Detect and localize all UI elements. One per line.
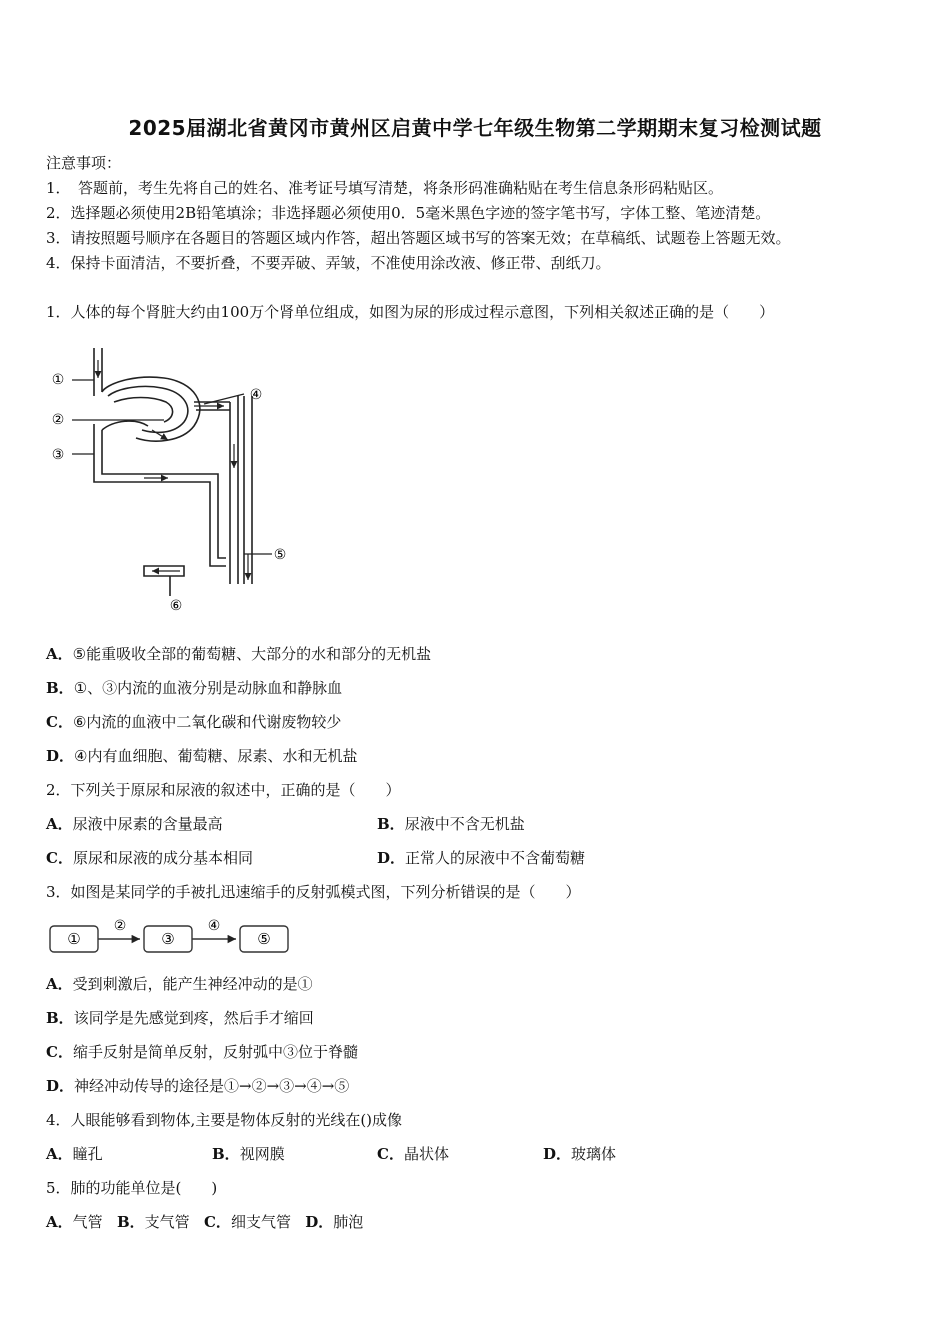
nephron-diagram xyxy=(44,344,304,622)
q4-option-b[interactable]: B．视网膜 xyxy=(212,1145,285,1163)
notice-item: 3．请按照题号顺序在各题目的答题区域内作答，超出答题区域书写的答案无效；在草稿纸、试题卷上答题无效。 xyxy=(46,229,791,247)
notice-item: 2．选择题必须使用2B铅笔填涂；非选择题必须使用0．5毫米黑色字迹的签字笔书写，字体工整、笔迹清楚。 xyxy=(46,204,771,222)
q3-stem: 3．如图是某同学的手被扎迅速缩手的反射弧模式图，下列分析错误的是（ ） xyxy=(46,883,581,901)
reflex-label-4: ④ xyxy=(207,918,221,934)
q4-option-c[interactable]: C．晶状体 xyxy=(377,1145,449,1163)
diagram-label-4: ④ xyxy=(249,387,263,403)
q2-option-a[interactable]: A．尿液中尿素的含量最高 xyxy=(46,815,223,833)
reflex-label-1: ① xyxy=(67,930,81,948)
q5-option-a[interactable]: A．气管 xyxy=(46,1213,103,1231)
q2-option-d[interactable]: D．正常人的尿液中不含葡萄糖 xyxy=(377,849,586,867)
diagram-label-5: ⑤ xyxy=(273,547,287,563)
reflex-arc-diagram xyxy=(48,914,294,956)
q3-option-b[interactable]: B．该同学是先感觉到疼，然后手才缩回 xyxy=(46,1009,314,1027)
page-title: 2025届湖北省黄冈市黄州区启黄中学七年级生物第二学期期末复习检测试题 xyxy=(128,116,822,140)
q4-stem: 4．人眼能够看到物体,主要是物体反射的光线在()成像 xyxy=(46,1111,403,1129)
notice-item: 1． 答题前，考生先将自己的姓名、准考证号填写清楚，将条形码准确粘贴在考生信息条形码粘贴区。 xyxy=(46,179,724,197)
q1-stem: 1．人体的每个肾脏大约由100万个肾单位组成，如图为尿的形成过程示意图，下列相关叙述正确的是（ ） xyxy=(46,303,775,321)
notice-item: 4．保持卡面清洁，不要折叠，不要弄破、弄皱，不准使用涂改液、修正带、刮纸刀。 xyxy=(46,254,611,272)
q5-options-row xyxy=(46,1211,363,1232)
q4-option-d[interactable]: D．玻璃体 xyxy=(543,1145,617,1163)
q2-option-c[interactable]: C．原尿和尿液的成分基本相同 xyxy=(46,849,253,867)
q1-option-c[interactable]: C．⑥内流的血液中二氧化碳和代谢废物较少 xyxy=(46,713,342,731)
diagram-label-2: ② xyxy=(51,412,65,428)
q5-option-d[interactable]: D．肺泡 xyxy=(305,1213,364,1231)
reflex-label-2: ② xyxy=(113,918,127,934)
q2-stem: 2．下列关于原尿和尿液的叙述中，正确的是（ ） xyxy=(46,781,401,799)
q1-option-a[interactable]: A．⑤能重吸收全部的葡萄糖、大部分的水和部分的无机盐 xyxy=(46,645,432,663)
q4-option-a[interactable]: A．瞳孔 xyxy=(46,1145,103,1163)
reflex-label-3: ③ xyxy=(161,930,175,948)
diagram-label-3: ③ xyxy=(51,447,65,463)
diagram-label-1: ① xyxy=(51,372,65,388)
q5-option-c[interactable]: C．细支气管 xyxy=(203,1213,291,1231)
q1-option-d[interactable]: D．④内有血细胞、葡萄糖、尿素、水和无机盐 xyxy=(46,747,358,765)
q2-option-b[interactable]: B．尿液中不含无机盐 xyxy=(377,815,525,833)
q3-option-d[interactable]: D．神经冲动传导的途径是①→②→③→④→⑤ xyxy=(46,1077,350,1095)
q3-option-a[interactable]: A．受到刺激后，能产生神经冲动的是① xyxy=(46,975,313,993)
diagram-label-6: ⑥ xyxy=(169,598,183,614)
q3-option-c[interactable]: C．缩手反射是简单反射，反射弧中③位于脊髓 xyxy=(46,1043,358,1061)
q5-stem: 5．肺的功能单位是( ) xyxy=(46,1179,218,1197)
notice-heading: 注意事项： xyxy=(46,154,122,172)
q1-option-b[interactable]: B．①、③内流的血液分别是动脉血和静脉血 xyxy=(46,679,343,697)
q5-option-b[interactable]: B．支气管 xyxy=(116,1213,190,1231)
reflex-label-5: ⑤ xyxy=(257,930,271,948)
